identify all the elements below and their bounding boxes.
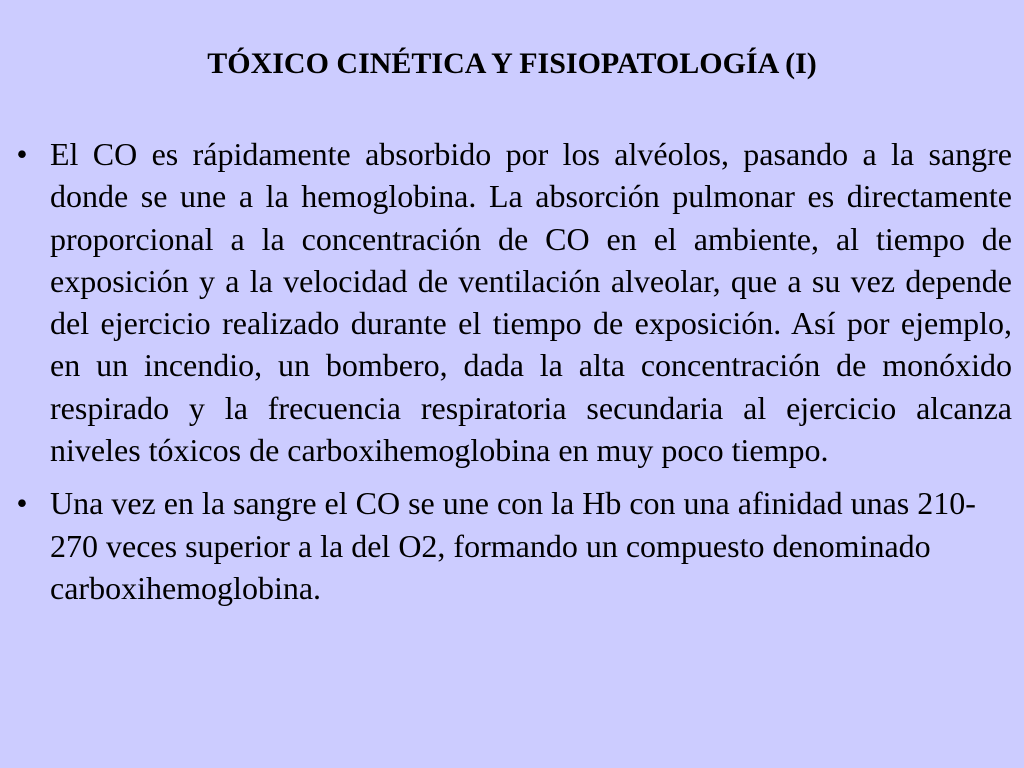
slide-title: TÓXICO CINÉTICA Y FISIOPATOLOGÍA (I) xyxy=(207,47,817,80)
bullet-text: Una vez en la sangre el CO se une con la Hb con una afinidad unas 210-270 veces superior a la del O2, formando un compuesto denominado carboxihemoglobina. xyxy=(50,485,976,606)
bullet-list xyxy=(0,133,1024,609)
bullet-item-hb-affinity xyxy=(16,482,1012,609)
bullet-item-co-absorption xyxy=(16,133,1012,471)
bullet-icon: • xyxy=(16,136,28,172)
bullet-text: El CO es rápidamente absorbido por los alvéolos, pasando a la sangre donde se une a la hemoglobina. La absorción pulmonar es directamente proporcional a la concentración de CO en el ambiente, al tiempo de exposición y a la velocidad de ventilación alveolar, que a su vez depende del ejercicio realizado durante el tiempo de exposición. Así por ejemplo, en un incendio, un bombero, dada la alta concentración de monóxido respirado y la frecuencia respiratoria secundaria al ejercicio alcanza niveles tóxicos de carboxihemoglobina en muy poco tiempo. xyxy=(50,136,1012,469)
bullet-icon: • xyxy=(16,485,28,522)
